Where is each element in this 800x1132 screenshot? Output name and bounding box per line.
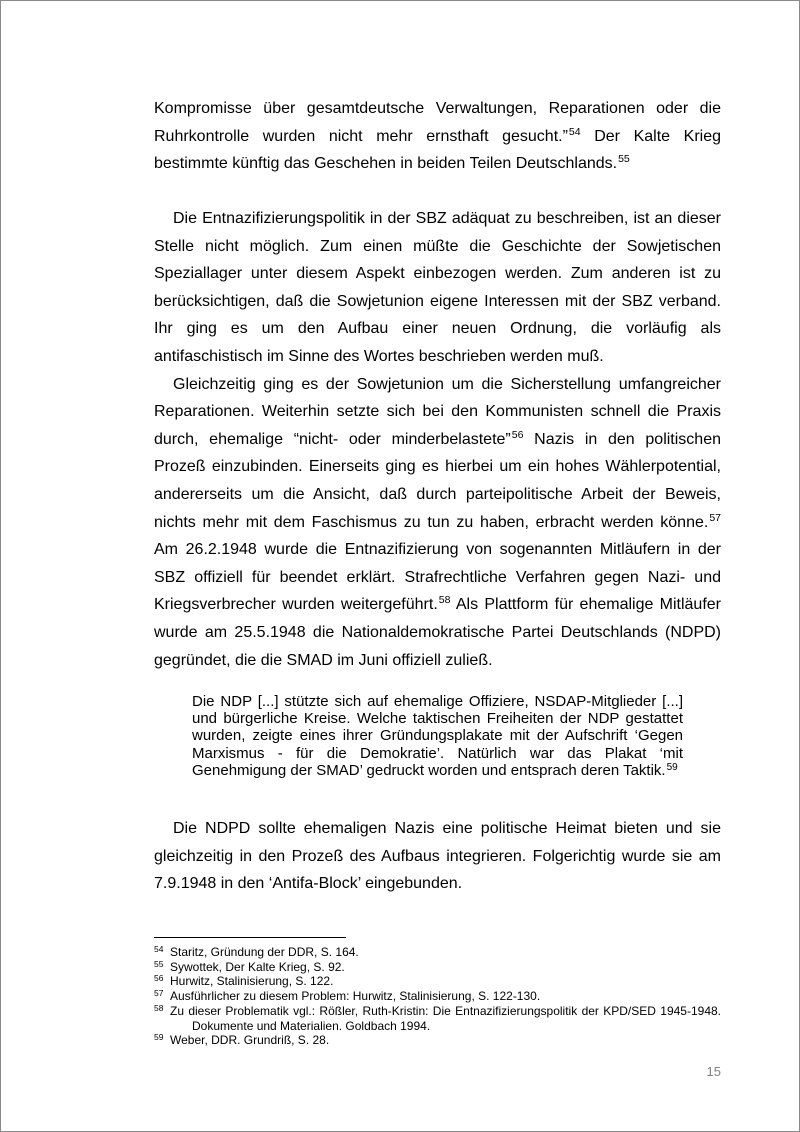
footnote-item <box>154 989 721 1004</box>
paragraph-3 <box>154 371 721 675</box>
footnote-number: 57 <box>154 988 164 999</box>
footnote-item <box>154 1004 721 1033</box>
footnotes-list <box>154 945 721 1048</box>
footnote-reference[interactable]: 55 <box>618 153 630 166</box>
footnote-reference[interactable]: 58 <box>438 594 451 607</box>
footnote-reference[interactable]: 56 <box>511 428 524 441</box>
footnote-item <box>154 960 721 975</box>
footnote-number: 56 <box>154 973 164 984</box>
paragraph-text: Als Plattform für ehemalige Mitläufer wurde am 25.5.1948 die Nationaldemokratische Partei Deutschlands (NDPD) gegründet, die die SMAD im Juni offiziell zuließ. <box>154 596 722 669</box>
footnote-reference[interactable]: 59 <box>666 761 678 773</box>
paragraph-4: Die NDPD sollte ehemaligen Nazis eine politische Heimat bieten und sie gleichzeitig in den Prozeß des Aufbaus integrieren. Folgerichtig wurde sie am 7.9.1948 in den ‘Antifa-Block’ eingebunden. <box>154 820 721 893</box>
footnote-reference[interactable]: 57 <box>709 511 721 524</box>
paragraph-2: Die Entnazifizierungspolitik in der SBZ adäquat zu beschreiben, ist an dieser Stelle nicht möglich. Zum einen müßte die Geschichte der Sowjetischen Speziallager unter diesem Aspekt einbezogen werden. Zum anderen ist zu berücksichtigen, daß die Sowjetunion eigene Interessen mit der SBZ verband. Ihr ging es um den Aufbau einer neuen Ordnung, die vorläufig als antifaschistisch im Sinne des Wortes beschrieben werden muß. <box>154 210 721 365</box>
footnote-text: Zu dieser Problematik vgl.: Rößler, Ruth-Kristin: Die Entnazifizierungspolitik der KPD/SED 1945-1948. Dokumente und Materialien. Goldbach 1994. <box>170 1003 721 1033</box>
paragraph-1 <box>154 95 721 178</box>
quote-text: Die NDP [...] stützte sich auf ehemalige Offiziere, NSDAP-Mitglieder [...] und bürgerliche Kreise. Welche taktischen Freiheiten der NDP gestattet wurden, zeigte eines ihrer Gründungsplakate mit der Aufschrift ‘Gegen Marxismus - für die Demokratie’. Natürlich war das Plakat ‘mit Genehmigung der SMAD’ gedruckt worden und entsprach deren Taktik. <box>192 693 683 779</box>
footnote-reference[interactable]: 54 <box>568 125 581 138</box>
footnote-text: Sywottek, Der Kalte Krieg, S. 92. <box>170 959 345 974</box>
page-number: 15 <box>706 1064 721 1079</box>
footnote-text: Weber, DDR. Grundriß, S. 28. <box>170 1033 330 1048</box>
block-quote <box>192 693 683 779</box>
footnote-text: Hurwitz, Stalinisierung, S. 122. <box>170 974 334 989</box>
footnote-separator <box>154 937 346 938</box>
paragraph-text: Kompromisse über gesamtdeutsche Verwaltungen, Reparationen oder die Ruhrkontrolle wurden nicht mehr ernsthaft gesucht.” <box>154 100 721 145</box>
paragraph-text: Nazis in den politischen Prozeß einzubinden. Einerseits ging es hierbei um ein hohes Wählerpotential, andererseits um die Ansicht, daß durch parteipolitische Arbeit der Beweis, nichts mehr mit dem Faschismus zu tun zu haben, erbracht werden könne. <box>154 430 721 531</box>
footnote-number: 59 <box>154 1032 164 1043</box>
paragraph-text: Der Kalte Krieg bestimmte künftig das Geschehen in beiden Teilen Deutschlands. <box>154 127 721 173</box>
footnote-number: 54 <box>154 944 164 954</box>
paragraph-text: Gleichzeitig ging es der Sowjetunion um die Sicherstellung umfangreicher Reparationen. Weiterhin setzte sich bei den Kommunisten schnell die Praxis durch, ehemalige “nicht- oder minderbelastete” <box>154 375 721 448</box>
paragraph-text: Am 26.2.1948 wurde die Entnazifizierung von sogenannten Mitläufern in der SBZ offiziell für beendet erklärt. Strafrechtliche Verfahren gegen Nazi- und Kriegsverbrecher wurden weitergeführt. <box>154 541 721 614</box>
footnote-item <box>154 945 721 960</box>
footnote-item <box>154 1033 721 1048</box>
footnote-text: Ausführlicher zu diesem Problem: Hurwitz, Stalinisierung, S. 122-130. <box>170 989 541 1004</box>
footnote-text: Staritz, Gründung der DDR, S. 164. <box>170 945 359 959</box>
footnote-number: 55 <box>154 958 164 969</box>
body-section <box>154 205 721 674</box>
footnote-item <box>154 974 721 989</box>
footnote-number: 58 <box>154 1002 164 1013</box>
